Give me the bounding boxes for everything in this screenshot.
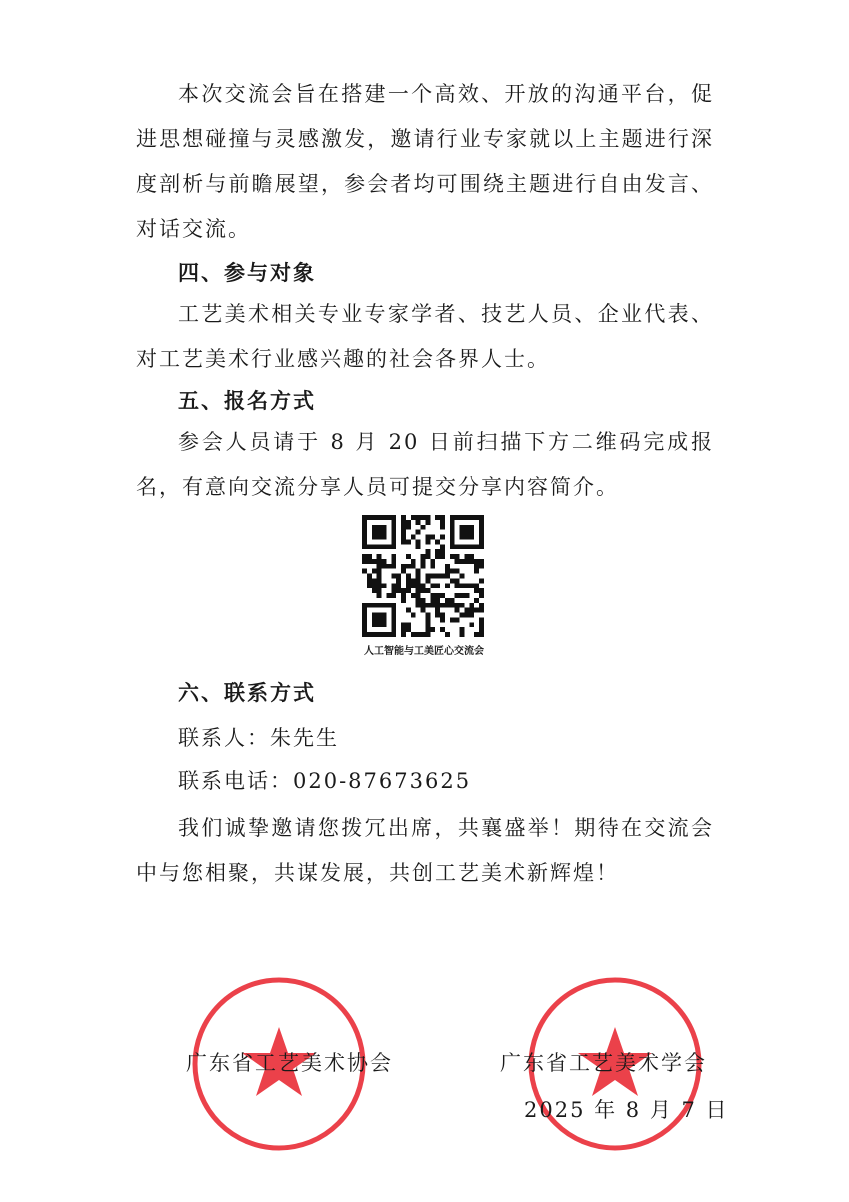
section4-paragraph: 工艺美术相关专业专家学者、技艺人员、企业代表、对工艺美术行业感兴趣的社会各界人士。: [136, 302, 714, 371]
contact-person: 联系人：朱先生: [178, 726, 339, 750]
intro-paragraph: 本次交流会旨在搭建一个高效、开放的沟通平台，促进思想碰撞与灵感激发，邀请行业专家就以上主题进行深度剖析与前瞻展望，参会者均可围绕主题进行自由发言、对话交流。: [136, 82, 714, 241]
closing-paragraph: 我们诚挚邀请您拨冗出席，共襄盛举！期待在交流会中与您相聚，共谋发展，共创工艺美术新辉煌！: [136, 816, 714, 885]
issue-date: 2025 年 8 月 7 日: [524, 1098, 729, 1122]
right-organization: 广东省工艺美术学会: [500, 1051, 707, 1075]
section5-heading: 五、报名方式: [178, 389, 316, 413]
qr-code-icon[interactable]: [362, 515, 484, 637]
section4-heading: 四、参与对象: [178, 261, 316, 285]
section5-paragraph: 参会人员请于 8 月 20 日前扫描下方二维码完成报名，有意向交流分享人员可提交分享内容简介。: [136, 430, 714, 499]
section6-heading: 六、联系方式: [178, 681, 316, 705]
qr-caption: 人工智能与工美匠心交流会: [364, 646, 484, 657]
left-organization: 广东省工艺美术协会: [186, 1051, 393, 1075]
contact-phone: 联系电话：020-87673625: [178, 769, 472, 793]
